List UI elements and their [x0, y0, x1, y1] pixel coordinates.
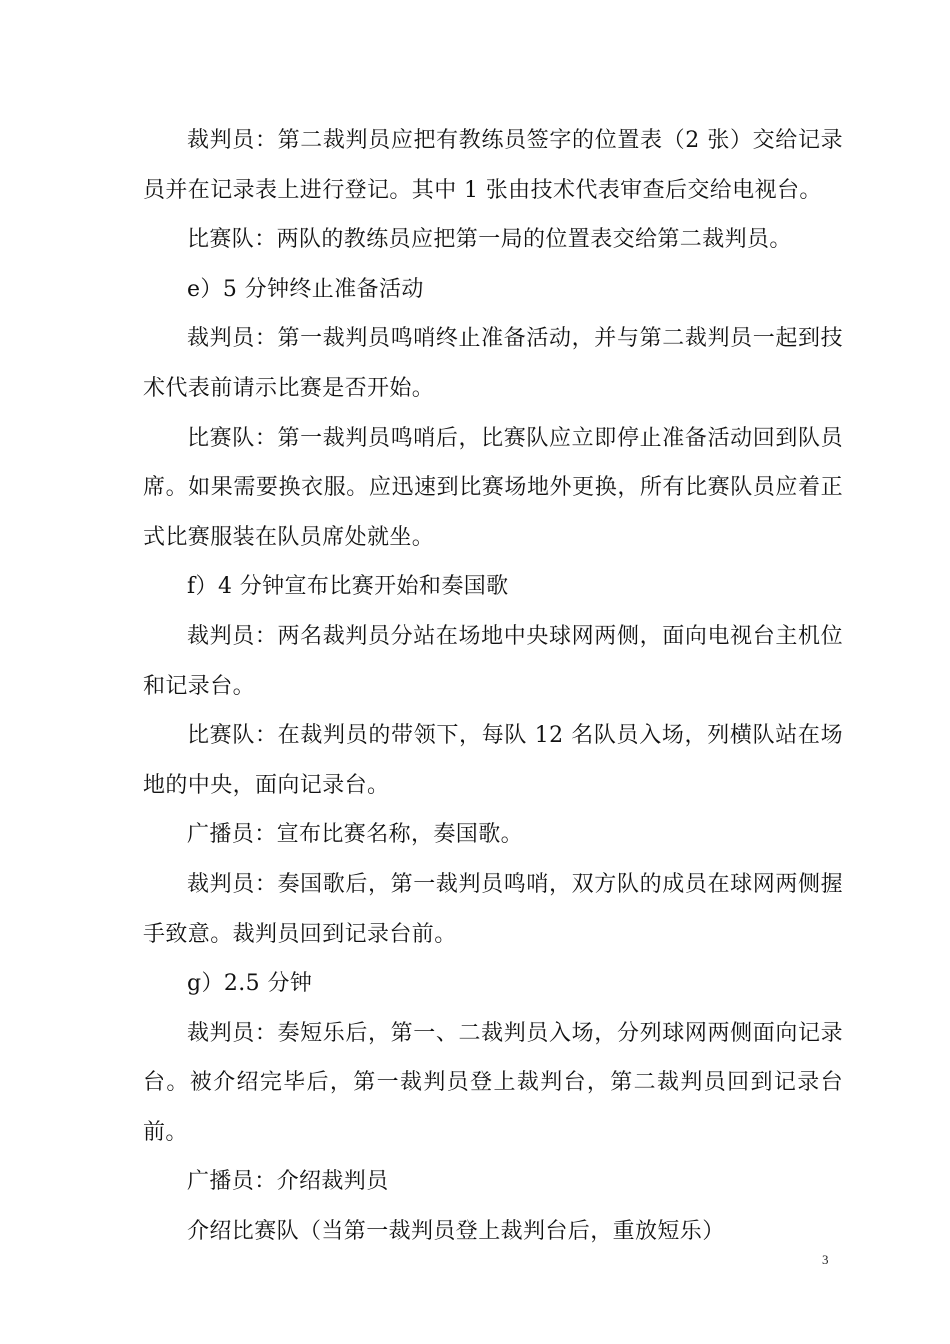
paragraph-teams-end-warmup: 比赛队：第一裁判员鸣哨后，比赛队应立即停止准备活动回到队员席。如果需要换衣服。应迅速到比赛场地外更换，所有比赛队员应着正式比赛服装在队员席处就坐。	[143, 425, 843, 550]
paragraph-referee-after-anthem: 裁判员：奏国歌后，第一裁判员鸣哨，双方队的成员在球网两侧握手致意。裁判员回到记录台前。	[143, 871, 843, 947]
paragraph-referee-anthem-position: 裁判员：两名裁判员分站在场地中央球网两侧，面向电视台主机位和记录台。	[143, 623, 843, 699]
paragraph-announcer-anthem: 广播员：宣布比赛名称，奏国歌。	[187, 822, 524, 848]
page-number: 3	[822, 1252, 829, 1267]
paragraph-referee-lineup-sheet: 裁判员：第二裁判员应把有教练员签字的位置表（2 张）交给记录员并在记录表上进行登记。其中 1 张由技术代表审查后交给电视台。	[143, 128, 843, 203]
document-body	[143, 116, 843, 1257]
section-heading-g: g）2.5 分钟	[187, 971, 313, 997]
paragraph-announcer-introduce-referees: 广播员：介绍裁判员	[187, 1169, 389, 1195]
paragraph-referee-introduction: 裁判员：奏短乐后，第一、二裁判员入场，分列球网两侧面向记录台。被介绍完毕后，第一裁判员登上裁判台，第二裁判员回到记录台前。	[143, 1020, 843, 1145]
section-heading-f: f）4 分钟宣布比赛开始和奏国歌	[187, 574, 509, 600]
section-heading-e: e）5 分钟终止准备活动	[187, 276, 424, 302]
paragraph-introduce-teams: 介绍比赛队（当第一裁判员登上裁判台后，重放短乐）	[187, 1219, 725, 1245]
paragraph-teams-enter: 比赛队：在裁判员的带领下，每队 12 名队员入场，列横队站在场地的中央，面向记录台。	[143, 723, 843, 798]
paragraph-teams-lineup-sheet: 比赛队：两队的教练员应把第一局的位置表交给第二裁判员。	[187, 227, 792, 253]
paragraph-referee-end-warmup: 裁判员：第一裁判员鸣哨终止准备活动，并与第二裁判员一起到技术代表前请示比赛是否开始。	[143, 326, 843, 401]
